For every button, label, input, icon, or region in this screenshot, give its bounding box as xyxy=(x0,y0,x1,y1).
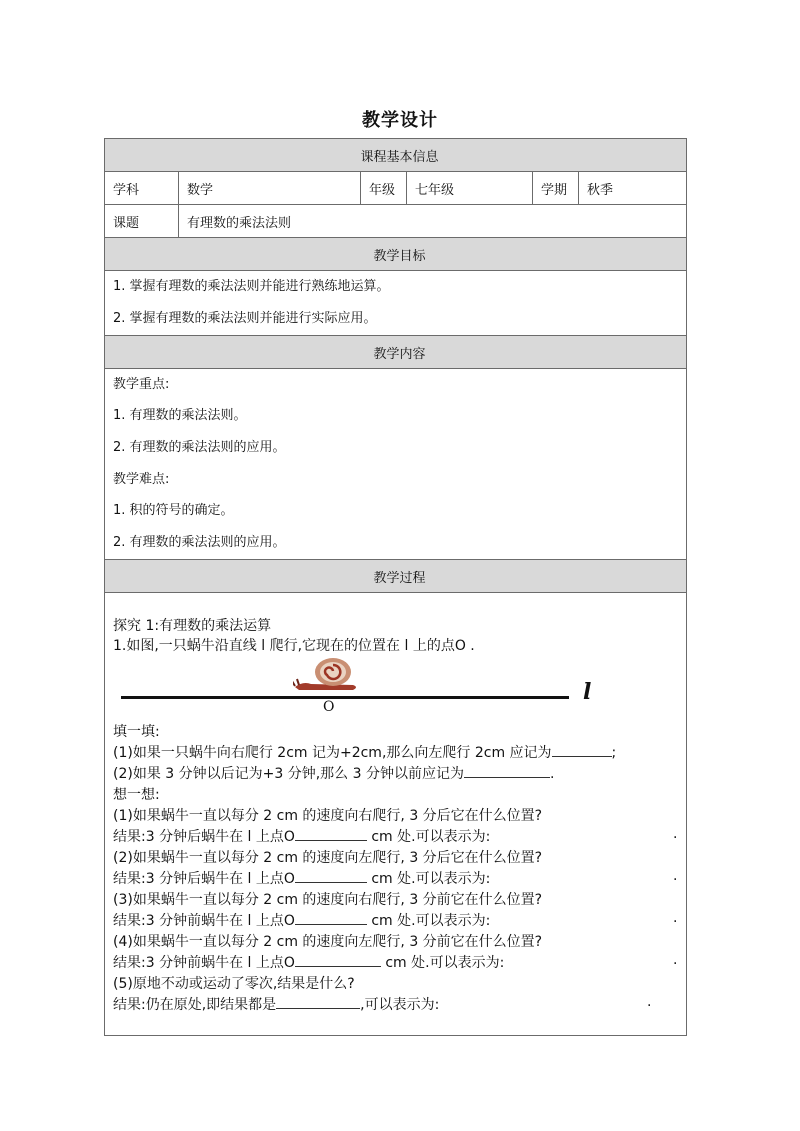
result-2 xyxy=(113,868,490,888)
result-3-text: 结果:3 分钟前蜗牛在 l 上点O xyxy=(113,913,295,929)
key-points-label: 教学重点: xyxy=(113,377,170,392)
goal-item: 2. 掌握有理数的乘法法则并能进行实际应用。 xyxy=(113,311,377,326)
page-title: 教学设计 xyxy=(362,110,438,131)
key-point-item: 2. 有理数的乘法法则的应用。 xyxy=(113,440,286,455)
result-5-period: . xyxy=(647,994,652,1010)
result-2-text: 结果:3 分钟后蜗牛在 l 上点O xyxy=(113,871,295,887)
question-3: (3)如果蜗牛一直以每分 2 cm 的速度向右爬行, 3 分前它在什么位置? xyxy=(113,892,543,908)
section-goals: 教学目标 xyxy=(105,238,687,271)
answer-blank[interactable] xyxy=(295,827,367,841)
result-4 xyxy=(113,952,504,972)
term-value: 秋季 xyxy=(579,172,687,205)
section-content: 教学内容 xyxy=(105,336,687,369)
content-cell xyxy=(105,369,687,560)
result-2-period: . xyxy=(673,868,678,884)
answer-blank[interactable] xyxy=(276,995,360,1009)
fill-item-2-end: . xyxy=(549,766,555,782)
difficult-point-item: 1. 积的符号的确定。 xyxy=(113,503,234,518)
result-5-text: 结果:仍在原处,即结果都是 xyxy=(113,997,277,1013)
key-point-item: 1. 有理数的乘法法则。 xyxy=(113,408,247,423)
result-4-mid: cm 处.可以表示为: xyxy=(385,955,505,971)
snail-image xyxy=(293,657,363,693)
result-3-period: . xyxy=(673,910,678,926)
think-title: 想一想: xyxy=(113,787,160,803)
result-3 xyxy=(113,910,490,930)
fill-item-1 xyxy=(113,742,616,762)
origin-label: O xyxy=(323,699,335,715)
grade-value: 七年级 xyxy=(407,172,533,205)
line-label: l xyxy=(583,679,592,705)
subject-label: 学科 xyxy=(105,172,179,205)
result-1 xyxy=(113,826,490,846)
result-5 xyxy=(113,994,439,1014)
answer-blank[interactable] xyxy=(552,743,612,757)
term-label: 学期 xyxy=(533,172,579,205)
process-cell xyxy=(105,593,687,1036)
result-3-mid: cm 处.可以表示为: xyxy=(371,913,491,929)
difficult-points-label: 教学难点: xyxy=(113,472,170,487)
fill-item-1-end: ; xyxy=(611,745,617,761)
result-4-period: . xyxy=(673,952,678,968)
fill-title: 填一填: xyxy=(113,724,160,740)
topic-label: 课题 xyxy=(105,205,179,238)
result-1-text: 结果:3 分钟后蜗牛在 l 上点O xyxy=(113,829,295,845)
subject-value: 数学 xyxy=(179,172,361,205)
fill-item-2 xyxy=(113,763,554,783)
difficult-point-item: 2. 有理数的乘法法则的应用。 xyxy=(113,535,286,550)
goals-cell xyxy=(105,271,687,336)
intro-text: 1.如图,一只蜗牛沿直线 l 爬行,它现在的位置在 l 上的点O . xyxy=(113,638,475,654)
number-line xyxy=(121,696,569,699)
question-1: (1)如果蜗牛一直以每分 2 cm 的速度向右爬行, 3 分后它在什么位置? xyxy=(113,808,543,824)
explore-title: 探究 1:有理数的乘法运算 xyxy=(113,618,272,634)
answer-blank[interactable] xyxy=(464,764,550,778)
result-1-period: . xyxy=(673,826,678,842)
section-process: 教学过程 xyxy=(105,560,687,593)
answer-blank[interactable] xyxy=(295,869,367,883)
lesson-plan-table xyxy=(104,138,687,1036)
result-2-mid: cm 处.可以表示为: xyxy=(371,871,491,887)
section-basic-info: 课程基本信息 xyxy=(105,139,687,172)
question-4: (4)如果蜗牛一直以每分 2 cm 的速度向左爬行, 3 分前它在什么位置? xyxy=(113,934,543,950)
result-4-text: 结果:3 分钟前蜗牛在 l 上点O xyxy=(113,955,295,971)
topic-value: 有理数的乘法法则 xyxy=(179,205,687,238)
question-5: (5)原地不动或运动了零次,结果是什么? xyxy=(113,976,355,992)
grade-label: 年级 xyxy=(361,172,407,205)
fill-item-1-text: (1)如果一只蜗牛向右爬行 2cm 记为+2cm,那么向左爬行 2cm 应记为 xyxy=(113,745,552,761)
result-5-mid: ,可以表示为: xyxy=(360,997,440,1013)
result-1-mid: cm 处.可以表示为: xyxy=(371,829,491,845)
fill-item-2-text: (2)如果 3 分钟以后记为+3 分钟,那么 3 分钟以前应记为 xyxy=(113,766,464,782)
answer-blank[interactable] xyxy=(295,953,381,967)
goal-item: 1. 掌握有理数的乘法法则并能进行熟练地运算。 xyxy=(113,279,390,294)
answer-blank[interactable] xyxy=(295,911,367,925)
question-2: (2)如果蜗牛一直以每分 2 cm 的速度向左爬行, 3 分后它在什么位置? xyxy=(113,850,543,866)
